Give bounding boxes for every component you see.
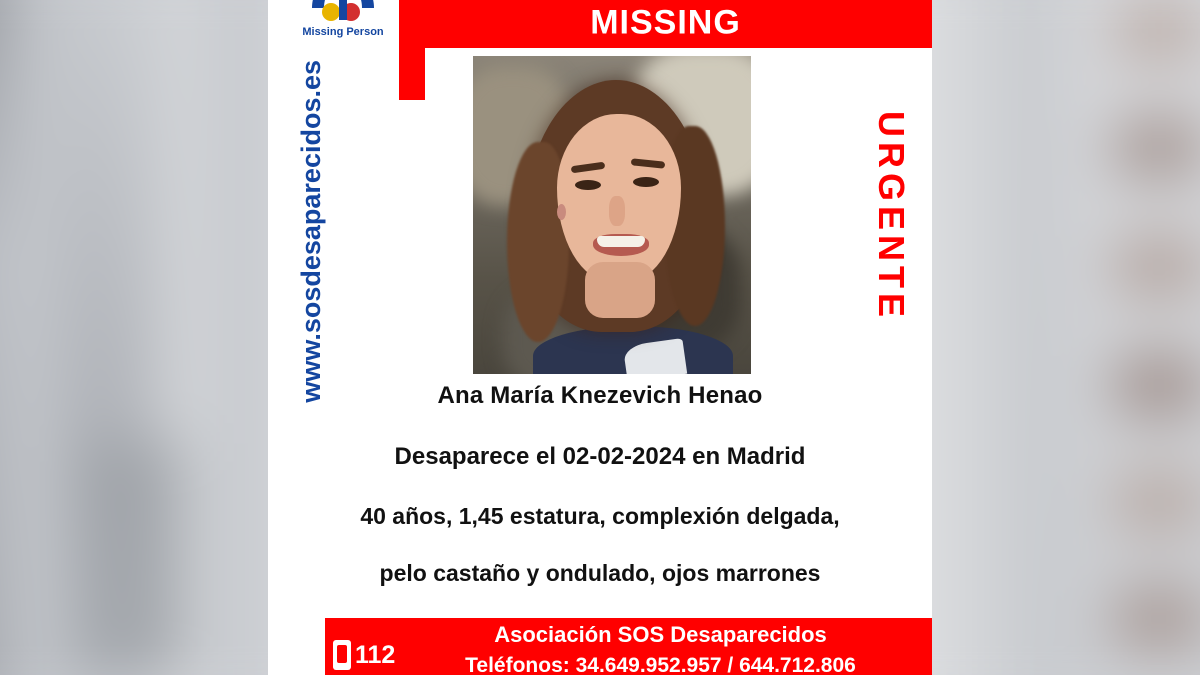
website-url-text: www.sosdesaparecidos.es [295,60,326,403]
background-left-block [76,441,184,675]
background-swatch [1115,235,1200,298]
sos-desaparecidos-logo [278,0,408,38]
photo-eye-left [575,180,601,190]
organization-name: Asociación SOS Desaparecidos [494,622,827,647]
background-swatch [1115,0,1200,63]
background-left-bar [0,0,13,675]
missing-header-band [399,0,932,48]
logo-mark-icon [306,0,380,24]
photo-eye-right [633,177,659,187]
missing-person-photo [473,56,751,374]
contact-phone-numbers: Teléfonos: 34.649.952.957 / 644.712.806 [465,654,856,675]
person-name: Ana María Knezevich Henao [437,382,763,409]
emergency-number-block [333,632,399,675]
photo-neck [585,262,655,318]
background-swatch [1115,354,1200,417]
phone-icon [333,640,351,670]
urgent-label-vertical [868,52,914,382]
contact-footer [325,618,932,675]
emergency-number: 112 [355,640,396,669]
physical-description-line-2: pelo castaño y ondulado, ojos marrones [379,560,821,586]
logo-caption: Missing Person [302,26,384,38]
background-swatch [1115,587,1200,650]
background-swatch [1115,116,1200,179]
missing-header-label: MISSING [590,3,741,42]
photo-nose [609,196,625,226]
website-url-vertical [288,60,334,620]
background-swatch [1115,470,1200,533]
physical-description-line-1: 40 años, 1,45 estatura, complexión delgada, [360,503,840,529]
background-right-panel [1059,0,1200,675]
missing-person-poster [268,0,932,675]
photo-earring [557,204,566,220]
disappearance-details: Desaparece el 02-02-2024 en Madrid [394,443,806,470]
photo-teeth [597,236,645,247]
urgent-label-text: URGENTE [871,111,912,323]
